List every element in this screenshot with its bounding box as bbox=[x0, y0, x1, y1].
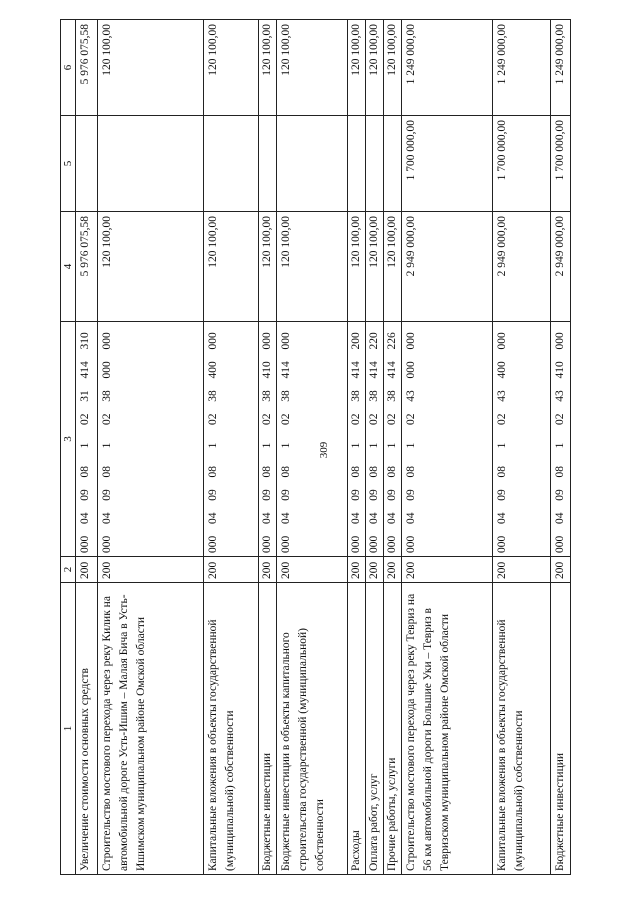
header-cell: 6 bbox=[61, 20, 76, 116]
row-amount-total: 5 976 075,58 bbox=[76, 212, 98, 322]
table-row bbox=[384, 20, 402, 875]
row-amount-5 bbox=[384, 116, 402, 212]
row-name: Прочие работы, услуги bbox=[384, 583, 402, 875]
row-code: 200 bbox=[493, 557, 551, 583]
row-classifier: 000 04 09 08 1 02 31 414 310 bbox=[76, 322, 98, 557]
row-amount-5 bbox=[277, 116, 348, 212]
row-amount-total: 120 100,00 bbox=[204, 212, 259, 322]
row-amount-6: 120 100,00 bbox=[259, 20, 277, 116]
budget-table bbox=[60, 19, 571, 875]
table-row bbox=[98, 20, 204, 875]
row-name: Расходы bbox=[348, 583, 366, 875]
row-amount-total: 2 949 000,00 bbox=[551, 212, 571, 322]
row-code: 200 bbox=[551, 557, 571, 583]
row-code: 200 bbox=[277, 557, 348, 583]
row-amount-total: 120 100,00 bbox=[348, 212, 366, 322]
table-row bbox=[402, 20, 493, 875]
row-classifier: 000 04 09 08 1 02 38 000 000 bbox=[98, 322, 204, 557]
row-code: 200 bbox=[384, 557, 402, 583]
row-amount-5 bbox=[366, 116, 384, 212]
row-amount-6: 1 249 000,00 bbox=[493, 20, 551, 116]
row-amount-5 bbox=[259, 116, 277, 212]
row-classifier: 000 04 09 08 1 02 38 414 220 bbox=[366, 322, 384, 557]
row-code: 200 bbox=[204, 557, 259, 583]
table-row bbox=[551, 20, 571, 875]
table-row bbox=[366, 20, 384, 875]
row-classifier: 000 04 09 08 1 02 43 410 000 bbox=[551, 322, 571, 557]
row-amount-5: 1 700 000,00 bbox=[551, 116, 571, 212]
row-code: 200 bbox=[402, 557, 493, 583]
header-cell: 5 bbox=[61, 116, 76, 212]
row-amount-6: 1 249 000,00 bbox=[402, 20, 493, 116]
header-cell: 3 bbox=[61, 322, 76, 557]
row-classifier: 000 04 09 08 1 02 38 414 000 bbox=[277, 322, 348, 557]
row-name: Бюджетные инвестиции bbox=[259, 583, 277, 875]
row-name: Строительство мостового перехода через реку Тевриз на 56 км автомобильной дороги Большие Уки – Тевриз в Тевризском муниципальном районе Омской области bbox=[402, 583, 493, 875]
page-number: 309 bbox=[318, 441, 330, 459]
row-code: 200 bbox=[76, 557, 98, 583]
rotated-page bbox=[60, 20, 565, 875]
row-code: 200 bbox=[259, 557, 277, 583]
header-cell: 1 bbox=[61, 583, 76, 875]
row-amount-6: 120 100,00 bbox=[366, 20, 384, 116]
row-amount-5 bbox=[204, 116, 259, 212]
row-amount-6: 1 249 000,00 bbox=[551, 20, 571, 116]
header-cell: 4 bbox=[61, 212, 76, 322]
row-amount-6: 5 976 075,58 bbox=[76, 20, 98, 116]
row-amount-6: 120 100,00 bbox=[348, 20, 366, 116]
row-amount-5 bbox=[348, 116, 366, 212]
table-row bbox=[493, 20, 551, 875]
row-name: Бюджетные инвестиции bbox=[551, 583, 571, 875]
row-classifier: 000 04 09 08 1 02 38 410 000 bbox=[259, 322, 277, 557]
row-classifier: 000 04 09 08 1 02 38 414 200 bbox=[348, 322, 366, 557]
row-classifier: 000 04 09 08 1 02 38 414 226 bbox=[384, 322, 402, 557]
row-amount-6: 120 100,00 bbox=[384, 20, 402, 116]
header-cell: 2 bbox=[61, 557, 76, 583]
header-row bbox=[61, 20, 76, 875]
row-amount-6: 120 100,00 bbox=[277, 20, 348, 116]
row-name: Увеличение стоимости основных средств bbox=[76, 583, 98, 875]
row-amount-5 bbox=[76, 116, 98, 212]
row-code: 200 bbox=[348, 557, 366, 583]
row-amount-6: 120 100,00 bbox=[98, 20, 204, 116]
row-code: 200 bbox=[366, 557, 384, 583]
row-code: 200 bbox=[98, 557, 204, 583]
row-amount-total: 120 100,00 bbox=[98, 212, 204, 322]
row-name: Капитальные вложения в объекты государственной (муниципальной) собственности bbox=[493, 583, 551, 875]
row-amount-6: 120 100,00 bbox=[204, 20, 259, 116]
row-name: Бюджетные инвестиции в объекты капитального строительства государственной (муниципальной) собственности bbox=[277, 583, 348, 875]
row-classifier: 000 04 09 08 1 02 43 000 000 bbox=[402, 322, 493, 557]
row-amount-total: 120 100,00 bbox=[259, 212, 277, 322]
row-name: Капитальные вложения в объекты государственной (муниципальной) собственности bbox=[204, 583, 259, 875]
row-amount-5: 1 700 000,00 bbox=[402, 116, 493, 212]
row-amount-total: 120 100,00 bbox=[384, 212, 402, 322]
table-row bbox=[277, 20, 348, 875]
table-row bbox=[259, 20, 277, 875]
row-name: Строительство мостового перехода через реку Килик на автомобильной дороге Усть-Ишим – Малая Бича в Усть-Ишимском муниципальном районе Омской области bbox=[98, 583, 204, 875]
row-name: Оплата работ, услуг bbox=[366, 583, 384, 875]
row-amount-total: 2 949 000,00 bbox=[402, 212, 493, 322]
row-amount-total: 120 100,00 bbox=[277, 212, 348, 322]
row-amount-5 bbox=[98, 116, 204, 212]
table-row bbox=[204, 20, 259, 875]
row-classifier: 000 04 09 08 1 02 38 400 000 bbox=[204, 322, 259, 557]
row-classifier: 000 04 09 08 1 02 43 400 000 bbox=[493, 322, 551, 557]
row-amount-5: 1 700 000,00 bbox=[493, 116, 551, 212]
row-amount-total: 120 100,00 bbox=[366, 212, 384, 322]
table-row bbox=[348, 20, 366, 875]
row-amount-total: 2 949 000,00 bbox=[493, 212, 551, 322]
table-row bbox=[76, 20, 98, 875]
